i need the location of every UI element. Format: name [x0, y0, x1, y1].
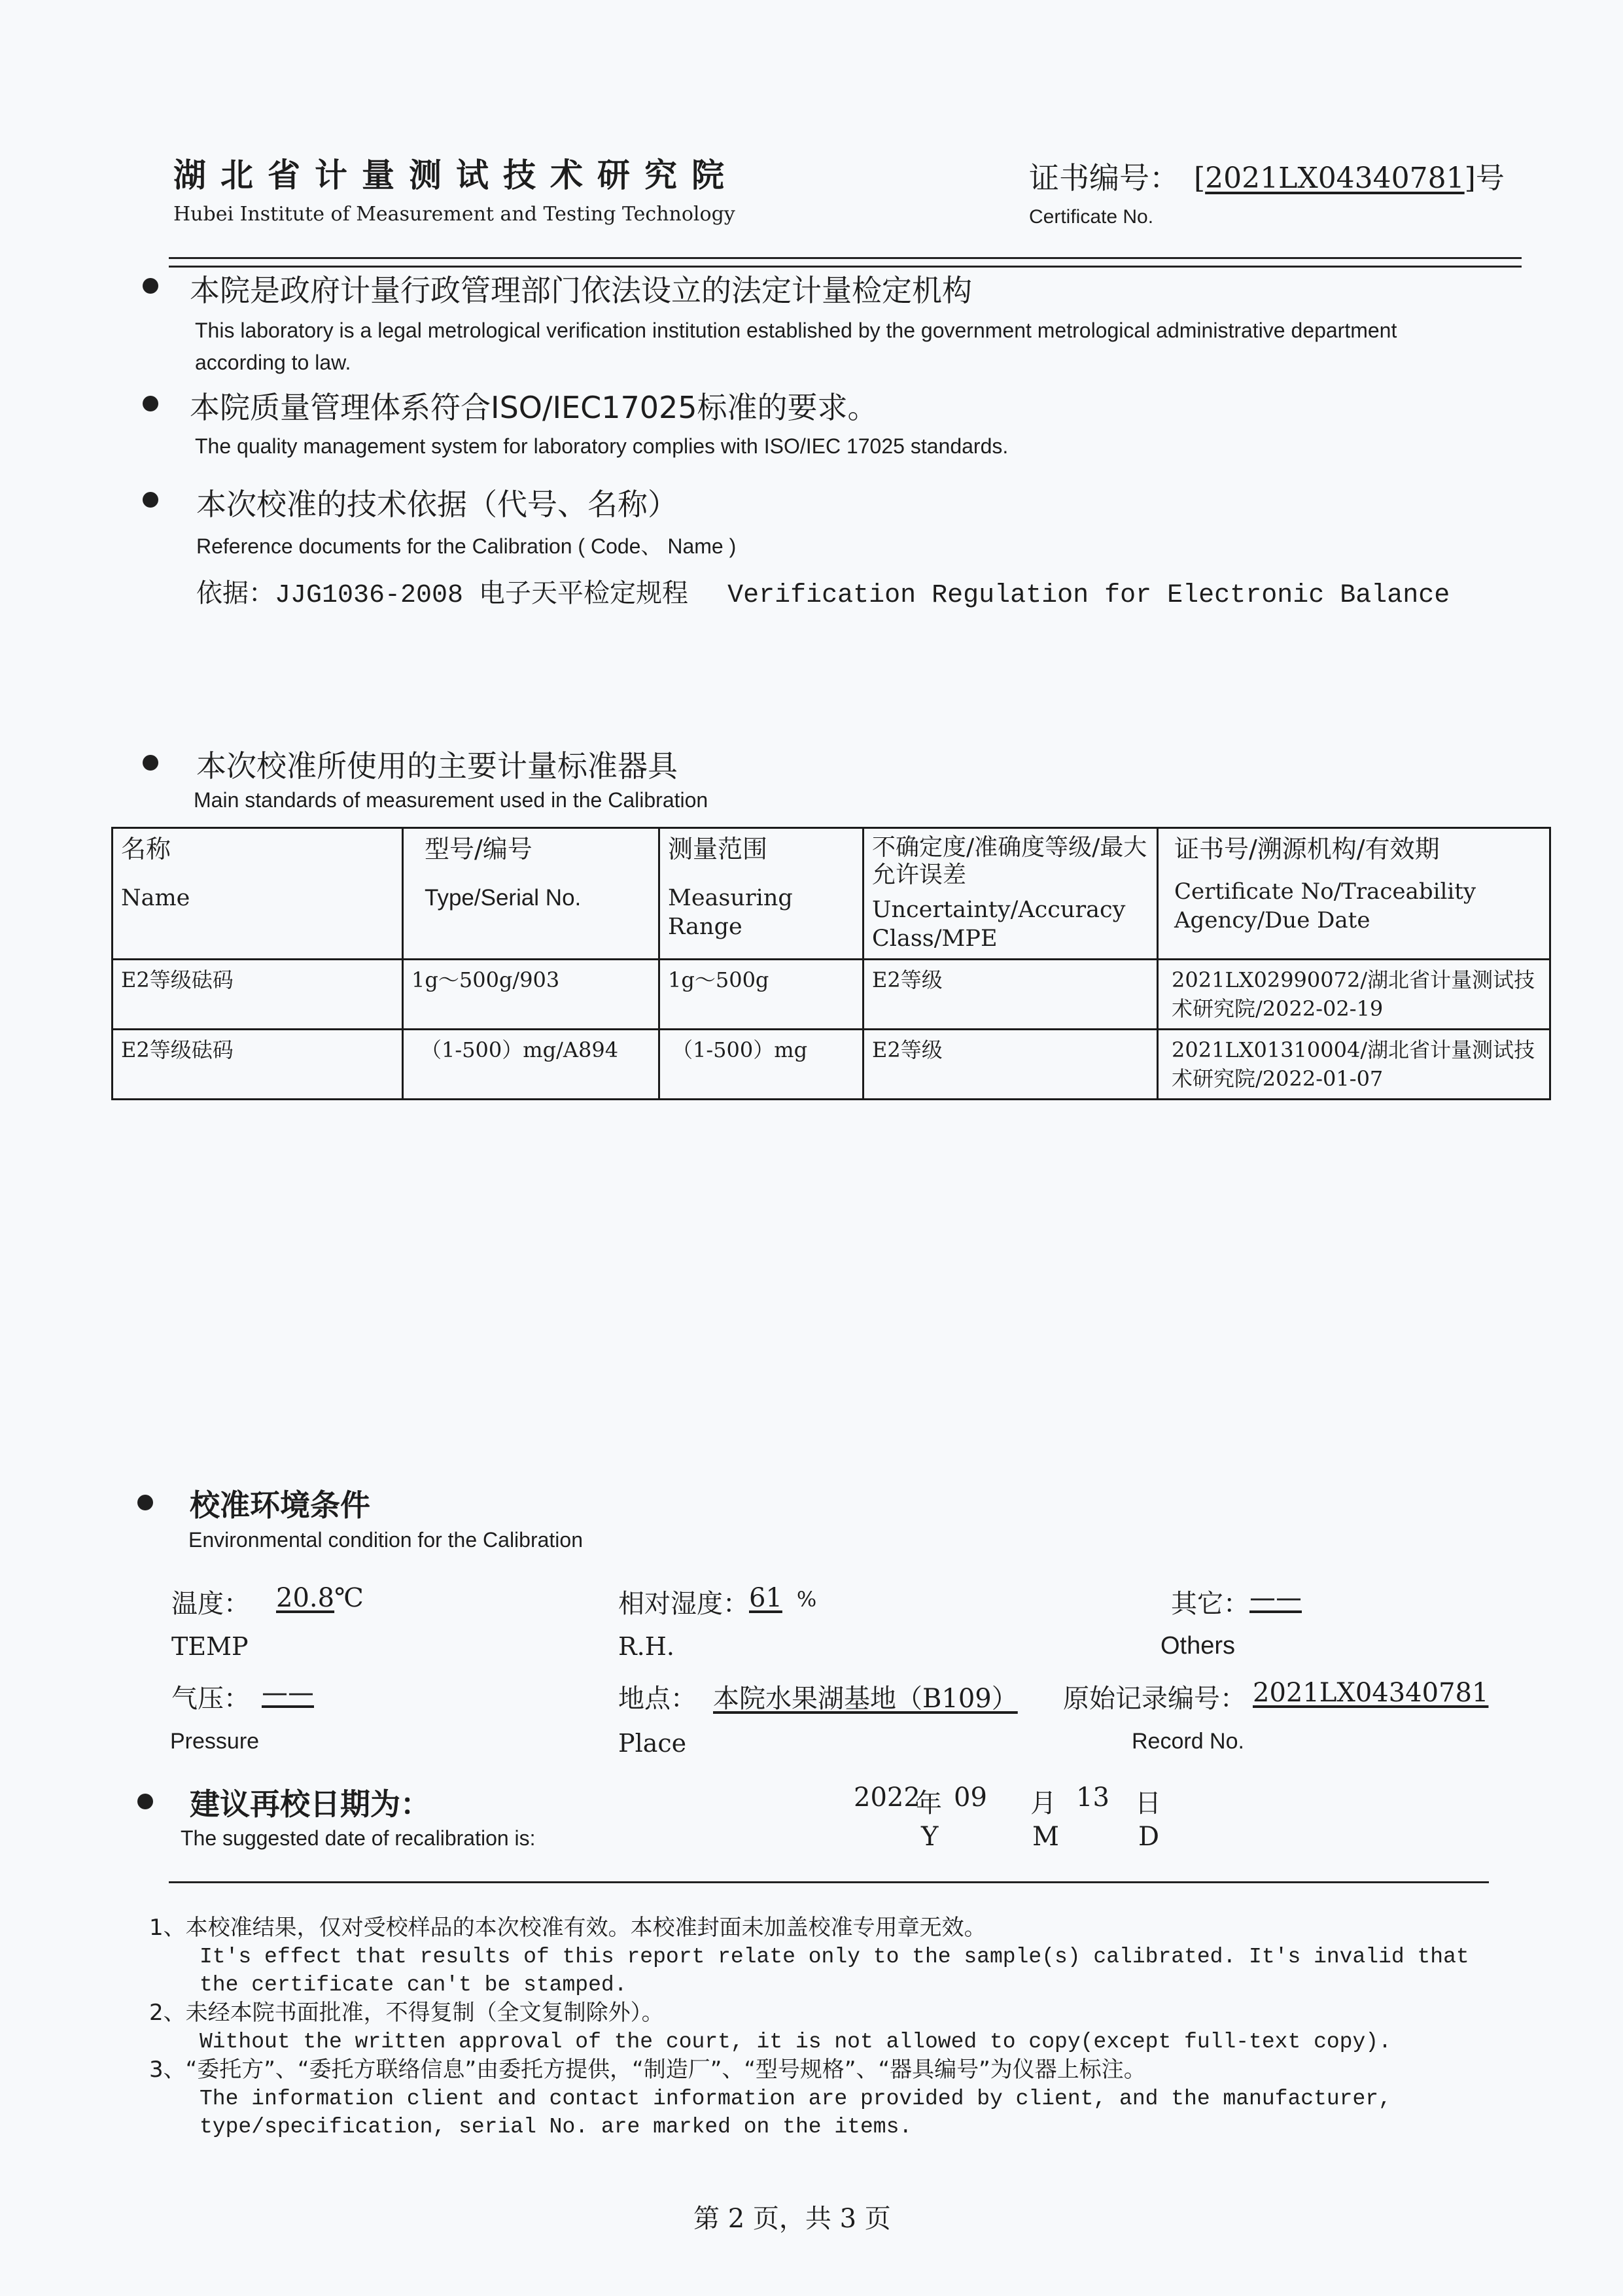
- column-header-en: Uncertainty/Accuracy Class/MPE: [872, 897, 1126, 952]
- humidity-label-en: R.H.: [618, 1632, 674, 1661]
- record-number-label-en: Record No.: [1132, 1729, 1244, 1754]
- column-header-en: Name: [121, 885, 190, 911]
- others-label: 其它：: [1171, 1589, 1249, 1619]
- column-header-en: Measuring Range: [668, 885, 793, 940]
- recalibration-y: Y: [921, 1822, 939, 1852]
- pressure-label-en: Pressure: [170, 1729, 260, 1754]
- standards-table-header: [113, 828, 1550, 960]
- humidity-value: [749, 1583, 816, 1613]
- humidity-unit: %: [796, 1587, 817, 1612]
- note-1-cn: 1、本校准结果，仅对受校样品的本次校准有效。本校准封面未加盖校准专用章无效。: [149, 1915, 986, 1941]
- statement-legal-cn: 本院是政府计量行政管理部门依法设立的法定计量检定机构: [190, 273, 972, 308]
- table-cell: 1g～500g/903: [403, 960, 659, 1030]
- bullet-icon: [143, 755, 158, 771]
- reference-documents-title-en: Reference documents for the Calibration ( Code、 Name ): [196, 534, 737, 558]
- temperature-number: 20.8: [276, 1583, 335, 1613]
- institute-name-cn: 湖北省计量测试技术研究院: [173, 156, 739, 194]
- bullet-icon: [137, 1495, 153, 1510]
- recalibration-d: D: [1138, 1822, 1160, 1852]
- certificate-close-bracket: ]号: [1464, 162, 1505, 195]
- reference-basis-en: Verification Regulation for Electronic Balance: [727, 581, 1450, 610]
- place-label-en: Place: [618, 1729, 687, 1758]
- environment-title-en: Environmental condition for the Calibration: [188, 1528, 583, 1552]
- table-cell: （1-500）mg/A894: [403, 1030, 659, 1100]
- recalibration-year: 2022: [854, 1783, 920, 1813]
- statement-quality-en: The quality management system for laboratory complies with ISO/IEC 17025 standards.: [195, 434, 1009, 458]
- column-header-certificate: [1158, 828, 1550, 960]
- certificate-number-label-en: Certificate No.: [1029, 206, 1154, 228]
- bullet-icon: [137, 1794, 153, 1809]
- table-row: [113, 1030, 1550, 1100]
- recalibration-label-cn: 建议再校日期为：: [190, 1786, 430, 1822]
- humidity-label: 相对湿度：: [618, 1589, 749, 1619]
- note-3-en-line1: The information client and contact information are provided by client, and the manufacturer,: [200, 2087, 1391, 2111]
- temperature-value: [276, 1583, 364, 1613]
- bullet-icon: [143, 492, 158, 508]
- temperature-label-en: TEMP: [171, 1632, 249, 1661]
- column-header-cn: 测量范围: [668, 835, 768, 863]
- statement-quality-cn: 本院质量管理体系符合ISO/IEC17025标准的要求。: [190, 390, 878, 425]
- bullet-icon: [143, 278, 158, 294]
- reference-basis-cn: 依据：JJG1036-2008 电子天平检定规程: [196, 581, 689, 610]
- table-cell: 1g～500g: [659, 960, 864, 1030]
- others-value: ——: [1249, 1583, 1302, 1613]
- recalibration-label-en: The suggested date of recalibration is:: [181, 1826, 536, 1850]
- standards-title-cn: 本次校准所使用的主要计量标准器具: [196, 748, 678, 784]
- table-cell: 2021LX02990072/湖北省计量测试技术研究院/2022-02-19: [1158, 960, 1550, 1030]
- temperature-unit: ℃: [334, 1583, 364, 1613]
- certificate-number: [1194, 154, 1505, 196]
- others-label-en: Others: [1161, 1632, 1236, 1660]
- note-3-cn: 3、“委托方”、“委托方联络信息”由委托方提供，“制造厂”、“型号规格”、“器具编号”为仪器上标注。: [149, 2057, 1146, 2083]
- table-cell: 2021LX01310004/湖北省计量测试技术研究院/2022-01-07: [1158, 1030, 1550, 1100]
- table-cell: E2等级: [864, 1030, 1158, 1100]
- humidity-number: 61: [749, 1583, 782, 1613]
- note-2-en-line1: Without the written approval of the court, it is not allowed to copy(except full-text copy).: [200, 2030, 1391, 2054]
- standards-title-en: Main standards of measurement used in the Calibration: [194, 788, 708, 812]
- pressure-label: 气压：: [171, 1684, 250, 1714]
- table-cell: （1-500）mg: [659, 1030, 864, 1100]
- reference-documents-title-cn: 本次校准的技术依据（代号、名称）: [196, 487, 678, 522]
- statement-legal-en-line1: This laboratory is a legal metrological verification institution established by the government metrological administrative department: [195, 319, 1397, 342]
- certificate-open-bracket: [: [1194, 162, 1206, 195]
- institute-name-en: Hubei Institute of Measurement and Testing Technology: [173, 203, 735, 226]
- column-header-en: Certificate No/Traceability Agency/Due Date: [1174, 878, 1476, 933]
- table-cell: E2等级: [864, 960, 1158, 1030]
- column-header-name: [113, 828, 403, 960]
- recalibration-day: 13: [1076, 1783, 1109, 1813]
- place-label: 地点：: [618, 1684, 697, 1714]
- recalibration-month-cn: 月: [1030, 1788, 1056, 1818]
- certificate-number-label: 证书编号：: [1029, 160, 1179, 196]
- notes-divider: [169, 1881, 1489, 1883]
- table-row: [113, 960, 1550, 1030]
- bullet-icon: [143, 396, 158, 411]
- statement-legal-en-line2: according to law.: [195, 351, 351, 374]
- recalibration-day-cn: 日: [1135, 1788, 1161, 1818]
- column-header-cn: 证书号/溯源机构/有效期: [1174, 835, 1440, 863]
- recalibration-m: M: [1032, 1822, 1059, 1852]
- column-header-cn: 名称: [121, 835, 171, 863]
- standards-table: [111, 827, 1551, 1100]
- record-number-value: 2021LX04340781: [1253, 1678, 1489, 1708]
- column-header-en: Type/Serial No.: [425, 885, 582, 911]
- note-1-en-line2: the certificate can't be stamped.: [200, 1973, 627, 1997]
- environment-title-cn: 校准环境条件: [190, 1487, 370, 1523]
- note-1-en-line1: It's effect that results of this report relate only to the sample(s) calibrated. It's invalid that: [200, 1945, 1469, 1969]
- table-cell: E2等级砝码: [113, 1030, 403, 1100]
- place-value: 本院水果湖基地（B109）: [713, 1684, 1018, 1714]
- column-header-cn: 不确定度/准确度等级/最大允许误差: [872, 834, 1147, 888]
- column-header-uncertainty: [864, 828, 1158, 960]
- header-divider: [169, 257, 1522, 268]
- record-number-label: 原始记录编号：: [1063, 1684, 1246, 1714]
- recalibration-month: 09: [954, 1783, 987, 1813]
- column-header-type: [403, 828, 659, 960]
- note-3-en-line2: type/specification, serial No. are marked on the items.: [200, 2115, 913, 2139]
- column-header-cn: 型号/编号: [425, 835, 532, 863]
- page-number: 第 2 页，共 3 页: [693, 2204, 891, 2234]
- temperature-label: 温度：: [171, 1589, 250, 1619]
- pressure-value: ——: [262, 1678, 314, 1708]
- certificate-number-value: 2021LX04340781: [1205, 162, 1465, 195]
- recalibration-year-cn: 年: [916, 1788, 942, 1818]
- column-header-range: [659, 828, 864, 960]
- reference-basis: [196, 572, 1450, 610]
- note-2-cn: 2、未经本院书面批准，不得复制（全文复制除外）。: [149, 2000, 664, 2026]
- table-cell: E2等级砝码: [113, 960, 403, 1030]
